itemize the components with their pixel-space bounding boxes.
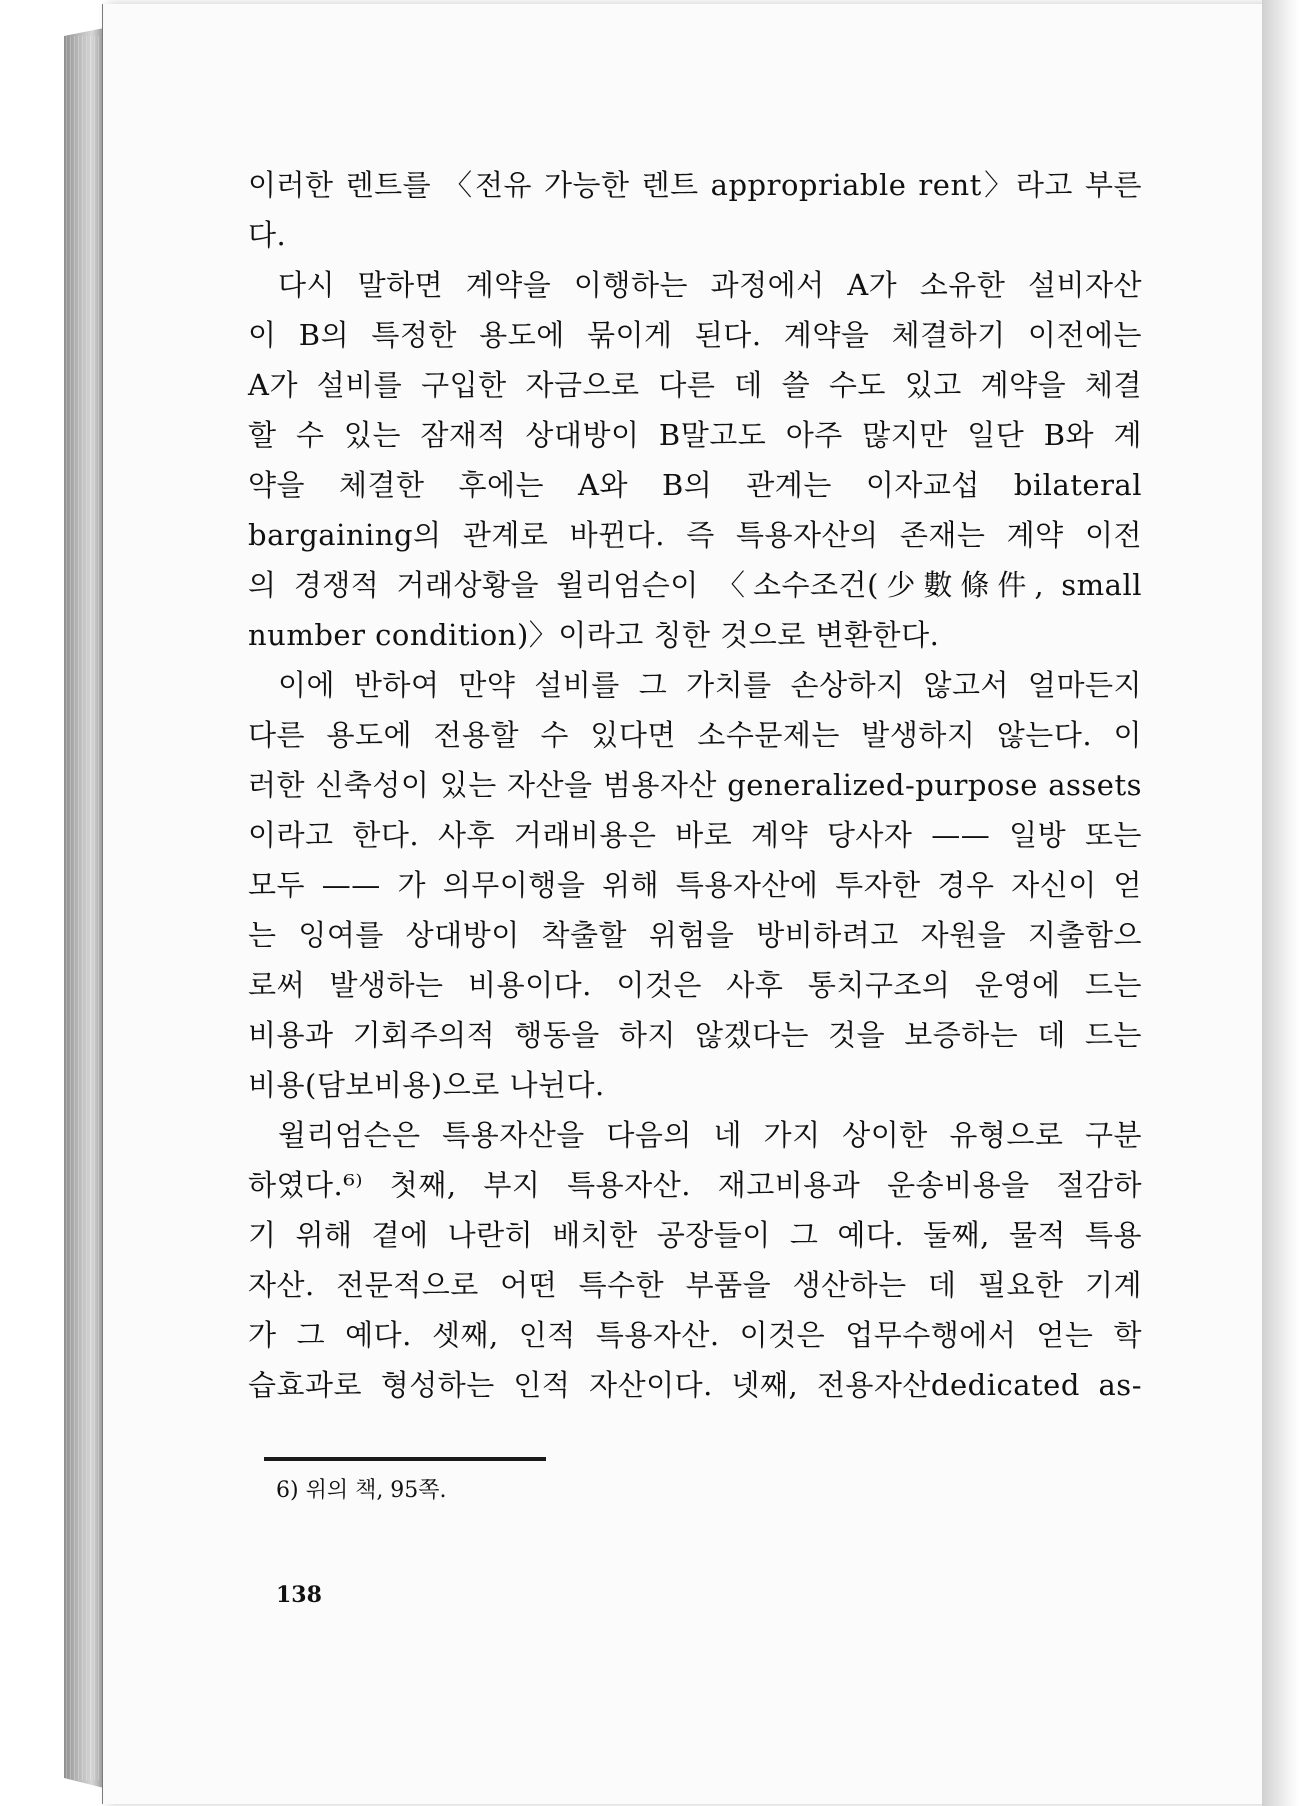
text-line: 자산. 전문적으로 어떤 특수한 부품을 생산하는 데 필요한 기계 bbox=[248, 1268, 1142, 1302]
text-line: 비용(담보비용)으로 나뉜다. bbox=[248, 1068, 605, 1102]
text-line: 로써 발생하는 비용이다. 이것은 사후 통치구조의 운영에 드는 bbox=[248, 968, 1142, 1002]
text-line: number condition)〉이라고 칭한 것으로 변환한다. bbox=[248, 618, 940, 652]
text-line: 다른 용도에 전용할 수 있다면 소수문제는 발생하지 않는다. 이 bbox=[248, 718, 1142, 752]
text-line: 러한 신축성이 있는 자산을 범용자산 generalized-purpose assets bbox=[248, 768, 1142, 802]
text-line: 비용과 기회주의적 행동을 하지 않겠다는 것을 보증하는 데 드는 bbox=[248, 1018, 1142, 1052]
page-edge-lines bbox=[66, 36, 100, 1780]
text-line: 하였다.⁶⁾ 첫째, 부지 특용자산. 재고비용과 운송비용을 절감하 bbox=[248, 1168, 1142, 1202]
text-line: A가 설비를 구입한 자금으로 다른 데 쓸 수도 있고 계약을 체결 bbox=[248, 368, 1142, 402]
text-line: 이러한 렌트를 〈전유 가능한 렌트 appropriable rent〉라고 부른 bbox=[248, 168, 1142, 202]
text-line: 는 잉여를 상대방이 착출할 위험을 방비하려고 자원을 지출함으 bbox=[248, 918, 1142, 952]
text-line: bargaining의 관계로 바뀐다. 즉 특용자산의 존재는 계약 이전 bbox=[248, 518, 1142, 552]
footnote: 6) 위의 책, 95쪽. bbox=[276, 1478, 447, 1503]
text-line: 윌리엄슨은 특용자산을 다음의 네 가지 상이한 유형으로 구분 bbox=[278, 1118, 1142, 1152]
text-line: 이 B의 특정한 용도에 묶이게 된다. 계약을 체결하기 이전에는 bbox=[248, 318, 1142, 352]
text-line: 기 위해 곁에 나란히 배치한 공장들이 그 예다. 둘째, 물적 특용 bbox=[248, 1218, 1142, 1252]
right-edge-shadow bbox=[1262, 0, 1300, 1806]
body-text bbox=[248, 160, 1142, 1410]
text-line: 이에 반하여 만약 설비를 그 가치를 손상하지 않고서 얼마든지 bbox=[278, 668, 1142, 702]
text-line: 다시 말하면 계약을 이행하는 과정에서 A가 소유한 설비자산 bbox=[278, 268, 1142, 302]
footnote-divider bbox=[264, 1457, 546, 1461]
text-line: 이라고 한다. 사후 거래비용은 바로 계약 당사자 —— 일방 또는 bbox=[248, 818, 1142, 852]
text-line: 습효과로 형성하는 인적 자산이다. 넷째, 전용자산dedicated as- bbox=[248, 1368, 1142, 1402]
text-line: 할 수 있는 잠재적 상대방이 B말고도 아주 많지만 일단 B와 계 bbox=[248, 418, 1142, 452]
text-line: 의 경쟁적 거래상황을 윌리엄슨이 〈소수조건(少數條件, small bbox=[248, 568, 1142, 602]
text-line: 모두 —— 가 의무이행을 위해 특용자산에 투자한 경우 자신이 얻 bbox=[248, 868, 1142, 902]
text-line: 다. bbox=[248, 218, 287, 252]
page-number: 138 bbox=[276, 1582, 322, 1608]
text-line: 약을 체결한 후에는 A와 B의 관계는 이자교섭 bilateral bbox=[248, 468, 1142, 502]
text-line: 가 그 예다. 셋째, 인적 특용자산. 이것은 업무수행에서 얻는 학 bbox=[248, 1318, 1142, 1352]
